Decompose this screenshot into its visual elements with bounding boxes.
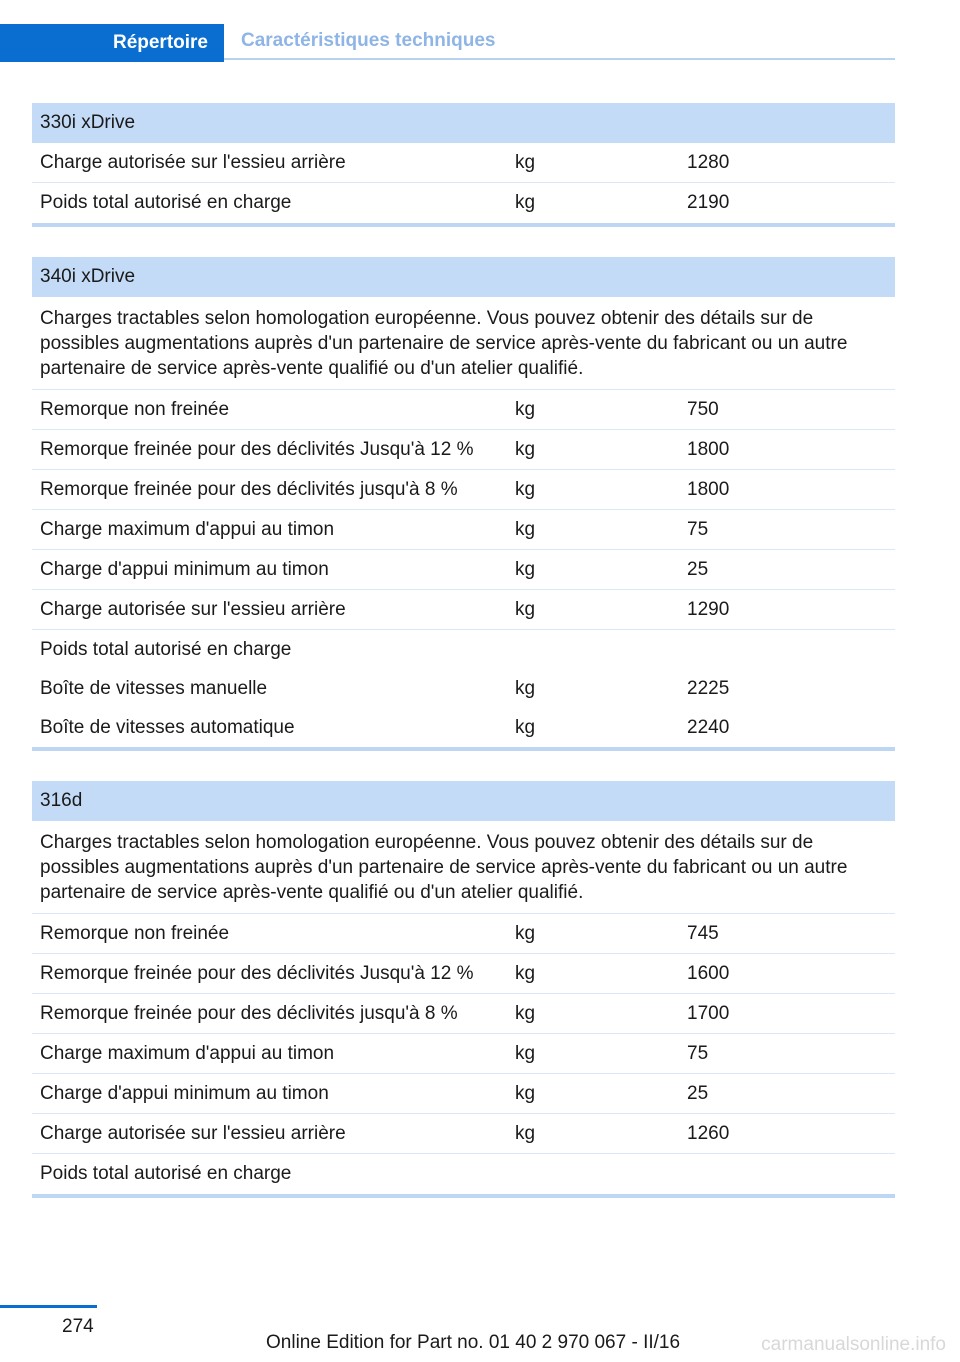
section-title: 316d [32,781,895,821]
row-label: Charge autorisée sur l'essieu arrière [40,1122,346,1144]
row-unit: kg [515,1002,536,1024]
row-unit: kg [515,558,536,580]
row-value: 1800 [687,438,730,460]
row-unit: kg [515,192,536,213]
row-label: Charge autorisée sur l'essieu arrière [40,151,346,173]
row-label: Remorque non freinée [40,922,230,944]
table-row [32,954,895,994]
row-label: Poids total autorisé en charge [40,192,292,213]
row-value: 1700 [687,1002,730,1024]
table-row [32,590,895,630]
page-number: 274 [62,1316,94,1337]
row-value: 1260 [687,1122,730,1144]
tab-repertoire[interactable]: Répertoire [0,24,224,62]
row-unit: kg [515,151,536,173]
table-row [32,1074,895,1114]
row-value: 25 [687,1082,709,1104]
row-unit: kg [515,716,536,738]
row-label: Remorque non freinée [40,398,230,420]
row-unit: kg [515,598,536,620]
section-330i-xdrive [32,103,895,227]
table-row [32,143,895,183]
row-unit: kg [515,1082,536,1104]
row-value: 1800 [687,478,730,500]
row-label: Poids total autorisé en charge [40,1163,292,1184]
section-note: Charges tractables selon homologation européenne. Vous pouvez obtenir des détails sur de possibles augmentations auprès d'un partenaire de service après-vente du fabricant ou un autre partenaire de service après-vente qualifié ou d'un atelier qualifié. [32,297,895,390]
spec-tables [32,103,895,1228]
row-unit: kg [515,438,536,460]
section-316d [32,781,895,1198]
section-340i-xdrive [32,257,895,751]
watermark: carmanualsonline.info [761,1334,946,1355]
table-row [32,470,895,510]
table-row [32,510,895,550]
row-unit: kg [515,1042,536,1064]
row-label: Remorque freinée pour des déclivités jusqu'à 8 % [40,478,458,500]
row-label: Charge maximum d'appui au timon [40,518,335,540]
table-row [32,994,895,1034]
row-label: Charge autorisée sur l'essieu arrière [40,598,346,620]
row-unit: kg [515,962,536,984]
table-row [32,1034,895,1074]
row-value: 25 [687,558,709,580]
table-row [32,914,895,954]
row-value: 1600 [687,962,730,984]
table-row [32,183,895,223]
row-value: 75 [687,1042,709,1064]
table-row [32,550,895,590]
row-value: 2190 [687,192,730,213]
section-title: 330i xDrive [32,103,895,143]
row-label: Remorque freinée pour des déclivités Jusqu'à 12 % [40,438,474,460]
row-unit: kg [515,518,536,540]
row-unit: kg [515,478,536,500]
row-value: 750 [687,398,719,420]
row-label: Boîte de vitesses automatique [40,716,295,738]
row-label: Poids total autorisé en charge [40,638,292,660]
section-note: Charges tractables selon homologation européenne. Vous pouvez obtenir des détails sur de possibles augmentations auprès d'un partenaire de service après-vente du fabricant ou un autre partenaire de service après-vente qualifié ou d'un atelier qualifié. [32,821,895,914]
row-value: 745 [687,922,719,944]
row-unit: kg [515,398,536,420]
table-row [32,1114,895,1154]
row-value: 2225 [687,677,730,699]
row-value: 75 [687,518,709,540]
row-label: Remorque freinée pour des déclivités jusqu'à 8 % [40,1002,458,1024]
section-title: 340i xDrive [32,257,895,297]
row-label: Charge d'appui minimum au timon [40,558,329,580]
table-row [32,708,895,747]
row-unit: kg [515,1122,536,1144]
row-label: Charge maximum d'appui au timon [40,1042,335,1064]
table-row-group-label [32,630,895,669]
row-unit: kg [515,677,536,699]
row-label: Charge d'appui minimum au timon [40,1082,329,1104]
row-label: Boîte de vitesses manuelle [40,677,268,699]
header-tabs [0,24,895,62]
row-unit: kg [515,922,536,944]
tab-caracteristiques-techniques[interactable]: Caractéristiques techniques [224,24,895,60]
footer-divider [0,1305,97,1308]
row-value: 1280 [687,151,730,173]
row-label: Remorque freinée pour des déclivités Jusqu'à 12 % [40,962,474,984]
table-row [32,390,895,430]
table-row [32,430,895,470]
row-value: 1290 [687,598,730,620]
table-row [32,669,895,708]
row-value: 2240 [687,716,730,738]
edition-text: Online Edition for Part no. 01 40 2 970 067 - II/16 [266,1332,681,1353]
table-row-group-label [32,1154,895,1194]
